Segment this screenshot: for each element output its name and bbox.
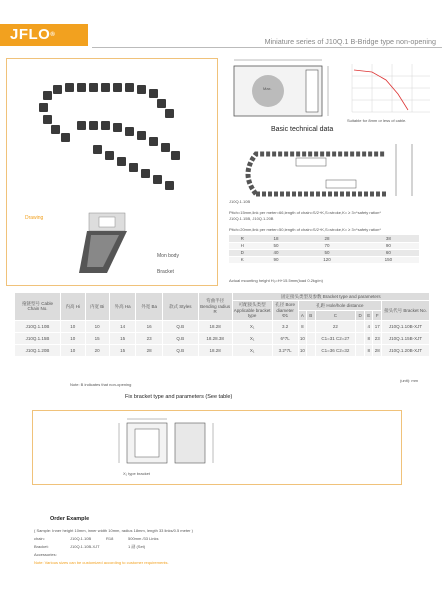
cell-r: 18.28: [198, 344, 232, 356]
col-group: 固定接头类型及参数 Bracket type and parameters: [232, 293, 429, 301]
pitch-note-2: Pitch=20mm,link per meter=50,length of chain=S/2+K,S=stroke,K= ≥ 3×*safety ration*: [229, 227, 381, 232]
table-row: [15, 332, 430, 344]
order-chain-label: chain:: [34, 536, 45, 541]
load-curve-chart: [342, 58, 434, 120]
col-e: E: [365, 310, 373, 320]
col-outer-w: 外宽 Ba: [136, 293, 162, 321]
spec-cell: 38: [358, 235, 419, 242]
col-d: D: [356, 310, 365, 320]
brand-logo: JFLO®: [0, 24, 88, 46]
spec-cell: H: [229, 242, 256, 249]
col-bracket-no: 接头代号 Bracket No.: [382, 301, 430, 320]
cell-ba: 23: [136, 332, 162, 344]
spec-cell: 40: [256, 249, 297, 256]
col-applicable: 可配接头类型 Applicable bracket type: [233, 302, 271, 319]
ref-label: J10Q.1.10B: [229, 199, 251, 204]
spec-cell: 18: [256, 235, 297, 242]
table-row: [15, 344, 430, 356]
col-c: C: [315, 310, 356, 320]
col-hole-group: 孔距 Hole/hole distance: [298, 301, 381, 311]
spec-cell: R: [229, 235, 256, 242]
col-style: 款式 Styles: [162, 293, 198, 321]
order-accessories: Accessories:: [34, 552, 57, 557]
main-spec-table: [14, 292, 430, 357]
cell-ha: 15: [109, 344, 136, 356]
cell-bi: 20: [85, 344, 109, 356]
cell-bore: 6*7L: [272, 332, 298, 344]
table-row: [15, 320, 430, 332]
mounting-note: Actual mounting height H₀=H+15.5mm(load 0.2kg/m): [229, 278, 323, 283]
cell-no: J10Q.1.20B-XJT: [382, 344, 430, 356]
spec-cell: 50: [296, 249, 357, 256]
cell-c: C1=31 C2=27: [315, 332, 356, 344]
product-card: [6, 58, 218, 286]
spec-row: [229, 249, 419, 256]
spec-row: [229, 242, 419, 249]
spec-cell: D: [229, 249, 256, 256]
col-model: 拖链型号 Cable Chain No.: [15, 293, 61, 321]
cell-d: [356, 344, 365, 356]
col-b: B: [307, 310, 315, 320]
order-sample: ( Sample: Inner height 10mm, inner width 10mm, radius 18mm, length 33 links/0.5 meter ): [34, 528, 193, 533]
pitch-note-1-models: J10Q.1.15B, J10Q.1.20B: [229, 216, 274, 221]
col-outer-h: 外高 Ha: [109, 293, 136, 321]
fix-title: Fix bracket type and parameters (See table): [125, 394, 233, 400]
cell-f: 28: [373, 344, 382, 356]
order-chain-length: 500mm /33 Links: [128, 536, 159, 541]
col-inner-w: 内宽 Bi: [85, 293, 109, 321]
cell-f: 17: [373, 320, 382, 332]
cell-e: 4: [365, 320, 373, 332]
cell-ba: 28: [136, 344, 162, 356]
cell-a: 10: [298, 344, 306, 356]
cell-bi: 15: [85, 332, 109, 344]
col-f: F: [373, 310, 382, 320]
cell-c: 22: [315, 320, 356, 332]
cell-d: [356, 332, 365, 344]
cell-r: 18.28: [198, 320, 232, 332]
cell-bi: 10: [85, 320, 109, 332]
order-chain-radius: R18: [106, 536, 114, 541]
spec-table: [229, 235, 419, 264]
mon-body-label: Mon body: [157, 253, 179, 259]
cell-bore: 3.2*7L: [272, 344, 298, 356]
suitable-note: Suitable for 8mm or less of cable.: [347, 118, 407, 123]
order-bracket-qty: 1 副 (Set): [128, 544, 146, 549]
cell-type: X₁: [232, 332, 272, 344]
cell-bore: 3.2: [272, 320, 298, 332]
spec-cell: K: [229, 256, 256, 263]
cell-no: J10Q.1.15B-XJT: [382, 332, 430, 344]
unit-note: (unit): mm: [400, 378, 418, 383]
col-bend: 弯曲半径 Bending radius R: [198, 293, 232, 321]
spec-cell: 70: [296, 242, 357, 249]
col-bore: 孔径 Bore diameter Φ1: [272, 301, 298, 320]
cell-e: 8: [365, 332, 373, 344]
cell-model: J10Q.1.15B: [15, 332, 61, 344]
non-opening-note: Note: B indicates that non-opening: [70, 382, 132, 387]
cell-type: X₁: [232, 320, 272, 332]
cell-style: Q.B: [162, 344, 198, 356]
order-bracket-model: J10Q.1.10B-XJT: [70, 544, 100, 549]
spec-cell: 120: [296, 256, 357, 263]
chain-image: [37, 61, 197, 211]
max-label: Max.: [263, 86, 272, 91]
spec-cell: 150: [358, 256, 419, 263]
cell-c: C1=36 C2=32: [315, 344, 356, 356]
cell-ha: 14: [109, 320, 136, 332]
spec-cell: 50: [256, 242, 297, 249]
order-bracket-label: Bracket:: [34, 544, 49, 549]
series-title: Miniature series of J10Q.1 B-Bridge type non-opening: [264, 37, 436, 46]
cell-hi: 10: [61, 320, 86, 332]
order-chain-model: J10Q.1.10B: [70, 536, 92, 541]
spec-cell: 28: [296, 235, 357, 242]
cell-d: [356, 320, 365, 332]
cell-model: J10Q.1.20B: [15, 344, 61, 356]
cell-type: X₁: [232, 344, 272, 356]
spec-row: [229, 235, 419, 242]
cell-style: Q.B: [162, 332, 198, 344]
cell-b: [307, 332, 315, 344]
order-title: Order Example: [50, 516, 90, 522]
bracket-label: Bracket: [157, 269, 174, 275]
spec-cell: 90: [358, 242, 419, 249]
fix-bracket-box: [32, 410, 402, 485]
col-inner-h: 内高 Hi: [61, 293, 86, 321]
header-divider: [92, 47, 442, 48]
cell-ha: 15: [109, 332, 136, 344]
cell-model: J10Q.1.10B: [15, 320, 61, 332]
cell-b: [307, 344, 315, 356]
cross-section-diagram: [228, 56, 338, 122]
spec-cell: 60: [358, 249, 419, 256]
order-note: Note: Various sizes can be customized according to customer requirements.: [34, 560, 169, 565]
cell-style: Q.B: [162, 320, 198, 332]
cell-hi: 10: [61, 332, 86, 344]
cell-a: 8: [298, 320, 306, 332]
pitch-note-1: Pitch=15mm,link per meter=66,length of chain=S/2+K,S=stroke,K= ≥ 3×*safety ration*: [229, 210, 381, 215]
spec-cell: 90: [256, 256, 297, 263]
cell-b: [307, 320, 315, 332]
cell-f: 23: [373, 332, 382, 344]
cell-r: 18.28.38: [198, 332, 232, 344]
spec-row: [229, 256, 419, 263]
bracket-drawing: [67, 209, 147, 281]
fix-bracket-drawing: [113, 417, 223, 471]
basic-data-title: Basic technical data: [271, 126, 334, 133]
cell-hi: 10: [61, 344, 86, 356]
drawing-label: Drawing: [25, 215, 44, 221]
cell-no: J10Q.1.10B-XJT: [382, 320, 430, 332]
cell-ba: 16: [136, 320, 162, 332]
col-a: A: [298, 310, 306, 320]
cell-a: 10: [298, 332, 306, 344]
fix-caption: X₁ type bracket: [123, 471, 150, 476]
cell-e: 8: [365, 344, 373, 356]
installation-diagram: [236, 134, 436, 200]
